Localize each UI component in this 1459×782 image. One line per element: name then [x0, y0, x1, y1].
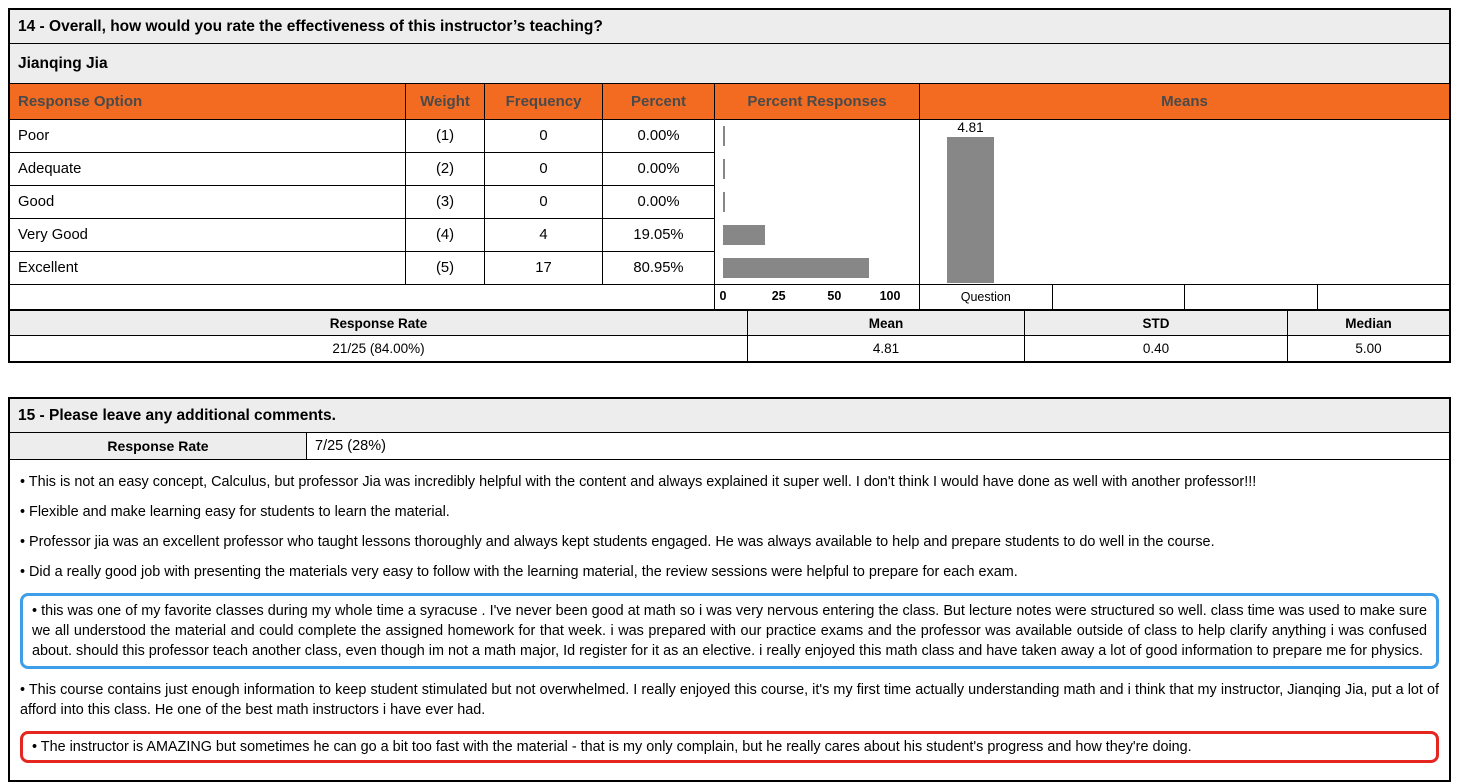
response-option-cell: Very Good: [10, 219, 405, 251]
axis-tick-label: 100: [879, 289, 901, 303]
axis-tick-label: 0: [719, 289, 727, 303]
response-option-cell: Excellent: [10, 252, 405, 284]
percent-cell: 80.95%: [603, 252, 714, 284]
means-axis-empty-cell: [1317, 285, 1450, 309]
means-axis-empty-cell: [1052, 285, 1185, 309]
means-axis-question-label: Question: [960, 290, 1011, 304]
summary-value-std: 0.40: [1025, 336, 1287, 361]
weight-cell: (1): [406, 120, 484, 152]
percent-cell: 19.05%: [603, 219, 714, 251]
comment-item-highlighted-blue: • this was one of my favorite classes during my whole time a syracuse . I've never been good at math so i was very nervous entering the class. But lecture notes were structured so well. class time was used to make sure we all understood the material and could complete the assigned homework for that week. i was prepared with our practice exams and the professor was available outside of class to help clarify anything i was confused about. should this professor teach another class, even though im not a math major, Id register for it as an elective. i really enjoyed this math class and have taken away a lot of good information to prepare me for physics.: [20, 593, 1439, 669]
question-15-title: 15 - Please leave any additional comments.: [10, 399, 1449, 433]
percent-axis: [715, 285, 919, 309]
percent-cell: 0.00%: [603, 186, 714, 218]
percent-bar: [723, 192, 725, 212]
question-14-section: [8, 8, 1451, 363]
column-header-response-option: Response Option: [10, 84, 405, 119]
mean-bar-value-label: 4.81: [957, 120, 984, 135]
column-header-frequency: Frequency: [485, 84, 602, 119]
percent-bar: [723, 159, 725, 179]
means-axis: [920, 285, 1449, 309]
comment-item: • This course contains just enough information to keep student stimulated but not overwhelmed. I really enjoyed this course, it's my first time actually understanding math and i think that my instructor, Jianqing Jia, put a lot of afford into this class. He one of the best math instructors i have ever had.: [20, 682, 1439, 718]
response-option-cell: Poor: [10, 120, 405, 152]
summary-table: [10, 309, 1449, 361]
comment-item: • Flexible and make learning easy for students to learn the material.: [20, 504, 450, 520]
question-15-section: [8, 397, 1451, 782]
comment-item: • This is not an easy concept, Calculus, but professor Jia was incredibly helpful with the content and always explained it super well. I don't think I would have done as well with another professor!!!: [20, 474, 1257, 490]
summary-value-response-rate: 21/25 (84.00%): [10, 336, 747, 361]
instructor-name: Jianqing Jia: [10, 44, 1449, 84]
means-chart: [920, 120, 1449, 284]
response-rate-label: Response Rate: [10, 433, 307, 459]
section-gap: [8, 363, 1451, 397]
weight-cell: (2): [406, 153, 484, 185]
response-rate-value: 7/25 (28%): [315, 438, 386, 454]
column-header-percent-responses: Percent Responses: [715, 84, 919, 119]
axis-tick-label: 25: [771, 289, 786, 303]
axis-row-spacer: [10, 285, 714, 309]
ratings-table: [10, 84, 1449, 309]
summary-header-median: Median: [1288, 311, 1449, 335]
response-option-cell: Adequate: [10, 153, 405, 185]
weight-cell: (5): [406, 252, 484, 284]
percent-bar: [723, 258, 869, 278]
frequency-cell: 0: [485, 120, 602, 152]
percent-bar: [723, 126, 725, 146]
summary-header-response-rate: Response Rate: [10, 311, 747, 335]
weight-cell: (4): [406, 219, 484, 251]
frequency-cell: 4: [485, 219, 602, 251]
question-14-title: 14 - Overall, how would you rate the effectiveness of this instructor’s teaching?: [10, 10, 1449, 44]
comment-item: • Did a really good job with presenting the materials very easy to follow with the learning material, the review sessions were helpful to prepare for each exam.: [20, 564, 1018, 580]
comments-list: [10, 460, 1449, 780]
column-header-percent: Percent: [603, 84, 714, 119]
frequency-cell: 0: [485, 153, 602, 185]
frequency-cell: 0: [485, 186, 602, 218]
frequency-cell: 17: [485, 252, 602, 284]
weight-cell: (3): [406, 186, 484, 218]
comment-item: • Professor jia was an excellent professor who taught lessons thoroughly and always kept students engaged. He was always available to help and prepare students to do well in the course.: [20, 534, 1215, 550]
response-rate-row: [10, 433, 1449, 460]
summary-value-median: 5.00: [1288, 336, 1449, 361]
response-option-cell: Good: [10, 186, 405, 218]
summary-header-std: STD: [1025, 311, 1287, 335]
summary-header-mean: Mean: [748, 311, 1024, 335]
means-axis-empty-cell: [1184, 285, 1317, 309]
summary-value-mean: 4.81: [748, 336, 1024, 361]
percent-responses-chart: [715, 120, 919, 284]
column-header-means: Means: [920, 84, 1449, 119]
axis-tick-label: 50: [827, 289, 842, 303]
mean-bar: [947, 137, 994, 283]
comment-item-highlighted-red: • The instructor is AMAZING but sometimes he can go a bit too fast with the material - that is my only complain, but he really cares about his student's progress and how they're doing.: [20, 731, 1439, 763]
column-header-weight: Weight: [406, 84, 484, 119]
percent-bar: [723, 225, 765, 245]
percent-cell: 0.00%: [603, 153, 714, 185]
percent-cell: 0.00%: [603, 120, 714, 152]
